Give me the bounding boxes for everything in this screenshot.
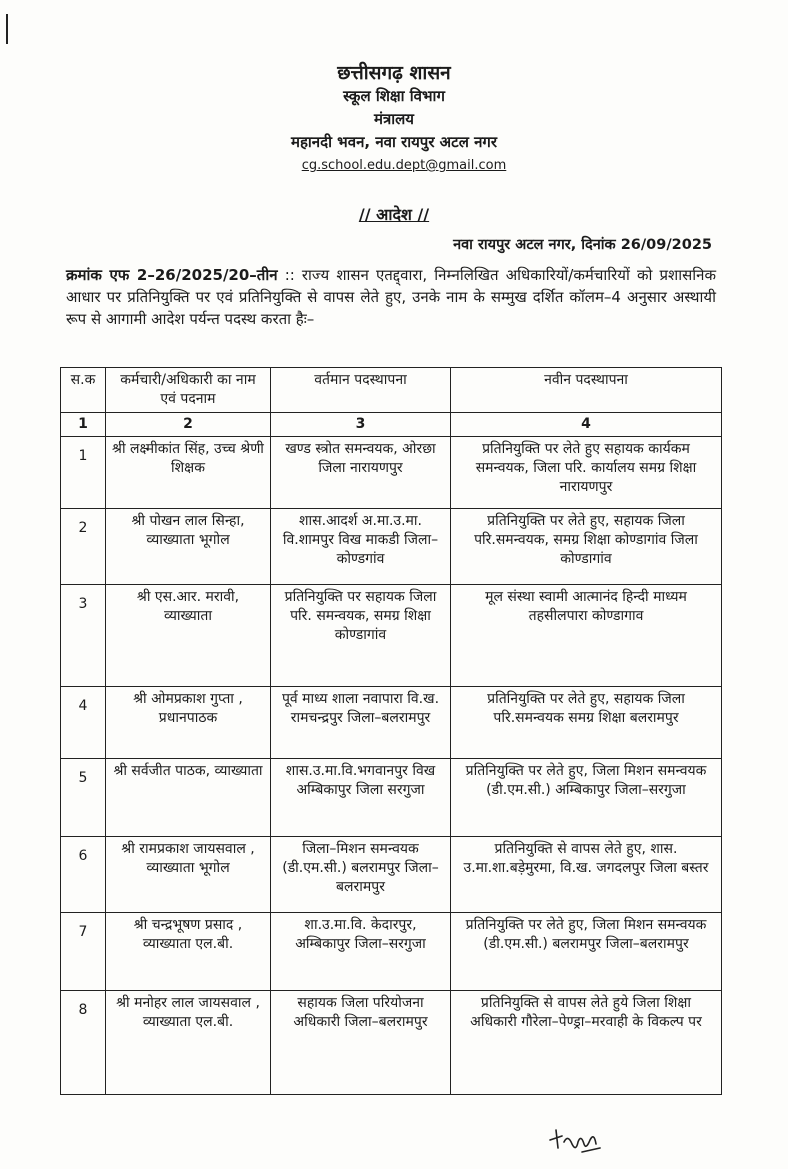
row-current-posting: पूर्व माध्य शाला नवापारा वि.ख. रामचन्द्रपुर जिला–बलरामपुर bbox=[271, 687, 451, 759]
row-sno: 1 bbox=[61, 437, 106, 509]
order-title: // आदेश // bbox=[358, 205, 430, 224]
row-new-posting: प्रतिनियुक्ति पर लेते हुए, जिला मिशन समन्वयक (डी.एम.सी.) अम्बिकापुर जिला–सरगुजा bbox=[451, 759, 722, 837]
govt-name: छत्तीसगढ़ शासन bbox=[337, 62, 451, 84]
department-name: स्कूल शिक्षा विभाग bbox=[343, 87, 445, 105]
order-reference: क्रमांक एफ 2–26/2025/20–तीन bbox=[66, 266, 278, 284]
row-new-posting: मूल संस्था स्वामी आत्मानंद हिन्दी माध्यम तहसीलपारा कोण्डागाव bbox=[451, 585, 722, 687]
row-employee-name: श्री पोखन लाल सिन्हा, व्याख्याता भूगोल bbox=[106, 509, 271, 585]
row-new-posting: प्रतिनियुक्ति पर लेते हुए, सहायक जिला परि.समन्वयक समग्र शिक्षा बलरामपुर bbox=[451, 687, 722, 759]
table-row bbox=[61, 509, 722, 585]
letterhead bbox=[0, 62, 788, 177]
row-current-posting: शास.आदर्श अ.मा.उ.मा. वि.शामपुर विख माकडी जिला–कोण्डगांव bbox=[271, 509, 451, 585]
order-intro bbox=[66, 264, 716, 330]
department-email: cg.school.edu.dept@gmail.com bbox=[301, 158, 507, 173]
column-number-row bbox=[61, 413, 722, 437]
ministry-label: मंत्रालय bbox=[373, 110, 414, 128]
row-sno: 2 bbox=[61, 509, 106, 585]
row-current-posting: खण्ड स्त्रोत समन्वयक, ओरछा जिला नारायणपुर bbox=[271, 437, 451, 509]
table-row bbox=[61, 837, 722, 913]
row-new-posting: प्रतिनियुक्ति पर लेते हुए सहायक कार्यकम समन्वयक, जिला परि. कार्यालय समग्र शिक्षा नारायणपुर bbox=[451, 437, 722, 509]
place-and-date: नवा रायपुर अटल नगर, दिनांक 26/09/2025 bbox=[453, 237, 712, 253]
row-new-posting: प्रतिनियुक्ति पर लेते हुए, सहायक जिला परि.समन्वयक, समग्र शिक्षा कोण्डागांव जिला कोण्डागांव bbox=[451, 509, 722, 585]
posting-table bbox=[60, 367, 722, 1095]
col-header-sno: स.क bbox=[61, 368, 106, 413]
table-row bbox=[61, 913, 722, 991]
col-header-new-posting: नवीन पदस्थापना bbox=[451, 368, 722, 413]
col-number: 4 bbox=[451, 413, 722, 437]
row-sno: 7 bbox=[61, 913, 106, 991]
margin-mark bbox=[6, 14, 8, 44]
row-employee-name: श्री मनोहर लाल जायसवाल , व्याख्याता एल.बी. bbox=[106, 991, 271, 1095]
table-row bbox=[61, 991, 722, 1095]
row-current-posting: सहायक जिला परियोजना अधिकारी जिला–बलरामपुर bbox=[271, 991, 451, 1095]
table-row bbox=[61, 437, 722, 509]
col-number: 3 bbox=[271, 413, 451, 437]
table-row bbox=[61, 759, 722, 837]
table-row bbox=[61, 687, 722, 759]
row-sno: 8 bbox=[61, 991, 106, 1095]
row-sno: 4 bbox=[61, 687, 106, 759]
col-number: 2 bbox=[106, 413, 271, 437]
signature-mark bbox=[548, 1126, 608, 1156]
office-address: महानदी भवन, नवा रायपुर अटल नगर bbox=[290, 133, 498, 151]
col-number: 1 bbox=[61, 413, 106, 437]
row-sno: 5 bbox=[61, 759, 106, 837]
row-current-posting: शा.उ.मा.वि. केदारपुर, अम्बिकापुर जिला–सरगुजा bbox=[271, 913, 451, 991]
row-current-posting: शास.उ.मा.वि.भगवानपुर विख अम्बिकापुर जिला सरगुजा bbox=[271, 759, 451, 837]
row-current-posting: जिला–मिशन समन्वयक (डी.एम.सी.) बलरामपुर जिला–बलरामपुर bbox=[271, 837, 451, 913]
row-employee-name: श्री लक्ष्मीकांत सिंह, उच्च श्रेणी शिक्षक bbox=[106, 437, 271, 509]
row-employee-name: श्री एस.आर. मरावी, व्याख्याता bbox=[106, 585, 271, 687]
row-employee-name: श्री सर्वजीत पाठक, व्याख्याता bbox=[106, 759, 271, 837]
row-sno: 6 bbox=[61, 837, 106, 913]
table-row bbox=[61, 585, 722, 687]
row-new-posting: प्रतिनियुक्ति पर लेते हुए, जिला मिशन समन्वयक (डी.एम.सी.) बलरामपुर जिला–बलरामपुर bbox=[451, 913, 722, 991]
table-header-row bbox=[61, 368, 722, 413]
col-header-current-posting: वर्तमान पदस्थापना bbox=[271, 368, 451, 413]
col-header-name: कर्मचारी/अधिकारी का नाम एवं पदनाम bbox=[106, 368, 271, 413]
row-new-posting: प्रतिनियुक्ति से वापस लेते हुए, शास. उ.मा.शा.बड़ेमुरमा, वि.ख. जगदलपुर जिला बस्तर bbox=[451, 837, 722, 913]
row-new-posting: प्रतिनियुक्ति से वापस लेते हुये जिला शिक्षा अधिकारी गौरेला–पेण्ड्रा–मरवाही के विकल्प पर bbox=[451, 991, 722, 1095]
row-sno: 3 bbox=[61, 585, 106, 687]
row-employee-name: श्री चन्द्रभूषण प्रसाद , व्याख्याता एल.बी. bbox=[106, 913, 271, 991]
row-employee-name: श्री रामप्रकाश जायसवाल , व्याख्याता भूगोल bbox=[106, 837, 271, 913]
order-intro-text: :: राज्य शासन एतद्द्वारा, निम्नलिखित अधिकारियों/कर्मचारियों को प्रशासनिक आधार पर प्रतिनियुक्ति पर एवं प्रतिनियुक्ति से वापस लेते हुए, उनके नाम के सम्मुख दर्शित कॉलम–4 अनुसार अस्थायी रूप से आगामी आदेश पर्यन्त पदस्थ करता हैः– bbox=[66, 266, 716, 328]
row-current-posting: प्रतिनियुक्ति पर सहायक जिला परि. समन्वयक, समग्र शिक्षा कोण्डागांव bbox=[271, 585, 451, 687]
row-employee-name: श्री ओमप्रकाश गुप्ता , प्रधानपाठक bbox=[106, 687, 271, 759]
